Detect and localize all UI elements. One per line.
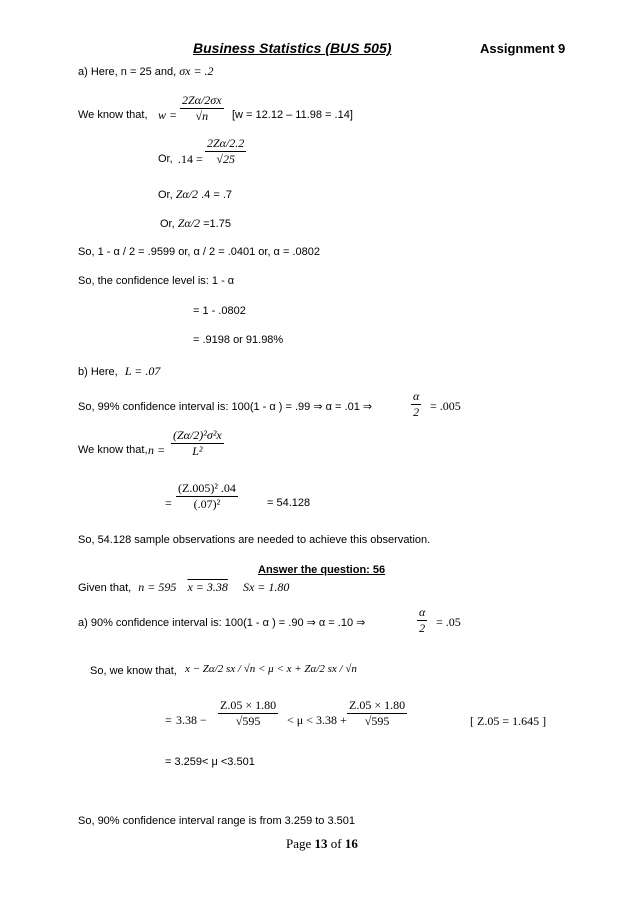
or1-lhs: .14 = bbox=[178, 152, 203, 166]
ci-result: = 3.259< μ <3.501 bbox=[165, 756, 255, 768]
calc-mid: < μ < 3.38 + bbox=[287, 713, 347, 727]
answer-heading: Answer the question: 56 bbox=[258, 564, 386, 576]
z-note: [ Z.05 = 1.645 ] bbox=[470, 714, 547, 728]
or3-rest: =1.75 bbox=[203, 218, 231, 230]
n-numerator: (Zα/2)²σ²x bbox=[173, 428, 222, 442]
given-sx: Sx = 1.80 bbox=[242, 580, 290, 594]
ci-know-label: So, we know that, bbox=[90, 665, 177, 677]
calc-left-den: √595 bbox=[235, 714, 261, 728]
part-a-intro bbox=[78, 64, 214, 79]
sigma-x-value: σx = .2 bbox=[179, 64, 214, 78]
w-note: [w = 12.12 – 11.98 = .14] bbox=[232, 109, 353, 121]
page-prefix: Page bbox=[286, 836, 312, 851]
ci90-frac-den: 2 bbox=[419, 621, 426, 635]
ci-inequality: x − Zα/2 sx / √n < μ < x + Zα/2 sx / √n bbox=[185, 663, 357, 675]
assignment-label: Assignment 9 bbox=[480, 41, 566, 56]
ci99-frac-den: 2 bbox=[413, 405, 420, 419]
ci90-value: = .05 bbox=[436, 615, 461, 629]
part-b-label: b) Here, bbox=[78, 366, 118, 378]
n-denominator: L² bbox=[192, 444, 203, 458]
w-fraction bbox=[180, 93, 224, 124]
ci99-line: So, 99% confidence interval is: 100(1 - α ) = .99 ⇒ α = .01 ⇒ bbox=[78, 401, 373, 413]
or1-fraction bbox=[205, 136, 246, 167]
eq-lhs: = bbox=[165, 496, 172, 510]
page-footer bbox=[286, 836, 358, 852]
or3-label: Or, bbox=[160, 218, 175, 230]
sample-size-denominator: (.07)² bbox=[193, 497, 221, 511]
calc-left-fraction bbox=[218, 698, 278, 729]
or2-rest: .4 = .7 bbox=[201, 189, 232, 201]
n-lhs: n = bbox=[148, 443, 166, 457]
w-denominator: √n bbox=[195, 109, 209, 123]
sample-size-fraction bbox=[176, 481, 238, 512]
page-number: 13 bbox=[314, 836, 328, 851]
sample-size-numerator: (Z.005)² .04 bbox=[178, 481, 236, 495]
ci99-fraction bbox=[411, 389, 421, 420]
given-line bbox=[78, 580, 289, 595]
eq-step-2: = .9198 or 91.98% bbox=[193, 334, 284, 346]
calc-left-num: Z.05 × 1.80 bbox=[220, 698, 277, 712]
ci99-value: = .005 bbox=[430, 399, 461, 413]
calc-left-a: 3.38 − bbox=[176, 713, 207, 727]
or2-line bbox=[158, 187, 232, 202]
sample-conclusion: So, 54.128 sample observations are needed to achieve this observation. bbox=[78, 534, 431, 546]
calc-eq: = bbox=[165, 713, 172, 727]
calc-right-den: √595 bbox=[364, 714, 390, 728]
given-label: Given that, bbox=[78, 582, 132, 594]
or3-z: Zα/2 bbox=[177, 216, 201, 230]
page-total: 16 bbox=[344, 836, 358, 851]
page-of: of bbox=[330, 836, 342, 851]
calc-right-num: Z.05 × 1.80 bbox=[349, 698, 406, 712]
confidence-level-line: So, the confidence level is: 1 - α bbox=[78, 275, 235, 287]
ci90-frac-num: α bbox=[419, 605, 426, 619]
n-know-label: We know that, bbox=[78, 444, 148, 456]
ci90-line: a) 90% confidence interval is: 100(1 - α ) = .90 ⇒ α = .10 ⇒ bbox=[78, 617, 366, 629]
we-know-label: We know that, bbox=[78, 109, 148, 121]
or3-line bbox=[160, 216, 231, 231]
alpha-line: So, 1 - α / 2 = .9599 or, α / 2 = .0401 or, α = .0802 bbox=[78, 246, 320, 258]
n-fraction bbox=[171, 428, 224, 459]
w-numerator: 2Zα/2σx bbox=[182, 93, 222, 107]
calc-right-fraction bbox=[347, 698, 407, 729]
or1-numerator: 2Zα/2.2 bbox=[207, 136, 245, 150]
sample-size-value: = 54.128 bbox=[267, 497, 311, 509]
part-b-intro bbox=[78, 364, 160, 379]
ci90-fraction bbox=[417, 605, 427, 636]
or2-label: Or, bbox=[158, 189, 173, 201]
eq-step-1: = 1 - .0802 bbox=[193, 305, 246, 317]
or2-z: Zα/2 bbox=[175, 187, 199, 201]
given-n: n = 595 bbox=[138, 580, 177, 594]
l-value: L = .07 bbox=[124, 364, 161, 378]
or1-label: Or, bbox=[158, 153, 173, 165]
given-x: x = 3.38 bbox=[187, 580, 228, 594]
document-title: Business Statistics (BUS 505) bbox=[193, 40, 392, 56]
ci-range-conclusion: So, 90% confidence interval range is from 3.259 to 3.501 bbox=[78, 815, 356, 827]
part-a-intro-text: a) Here, n = 25 and, bbox=[78, 66, 177, 78]
or1-denominator: √25 bbox=[216, 152, 235, 166]
w-lhs: w = bbox=[158, 108, 178, 122]
ci99-frac-num: α bbox=[413, 389, 420, 403]
